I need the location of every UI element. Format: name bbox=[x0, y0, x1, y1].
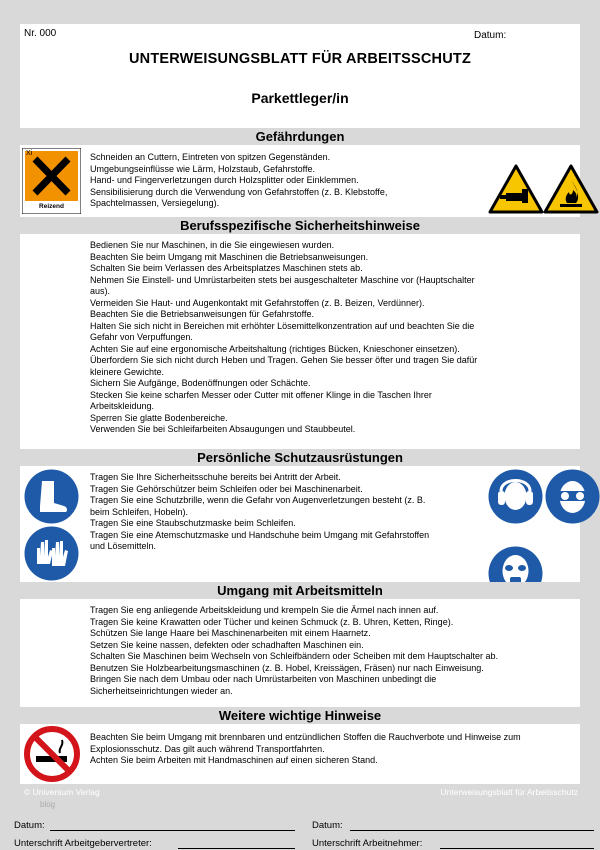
signature-date-label-right: Datum: bbox=[312, 820, 343, 831]
work-equipment-text bbox=[90, 605, 570, 697]
berufsspezifisch-line: kleinere Gewichte. bbox=[90, 366, 165, 377]
section-title-work-equipment: Umgang mit Arbeitsmitteln bbox=[20, 582, 580, 599]
arbeitsmittel-line: Setzen Sie keine nassen, defekten oder schadhaften Maschinen ein. bbox=[90, 639, 364, 650]
berufsspezifisch-line: Arbeitskleidung. bbox=[90, 401, 155, 411]
berufsspezifisch-line: Sichern Sie Aufgänge, Bodenöffnungen oder Schächte. bbox=[90, 378, 311, 388]
section-further-notes bbox=[20, 724, 580, 784]
hazard-label: Reizend bbox=[39, 203, 64, 210]
berufsspezifisch-line: Stecken Sie keine scharfen Messer oder Cutter mit offener Klinge in die Taschen Ihrer bbox=[90, 389, 432, 400]
ppe-text bbox=[90, 472, 490, 553]
berufsspezifisch-line: Verwenden Sie bei Schleifarbeiten Absaugungen und Staubbeutel. bbox=[90, 424, 356, 434]
no-smoking-icon bbox=[24, 726, 80, 782]
berufsspezifisch-line: Beachten Sie die Betriebsanweisungen für Gefahrstoffe. bbox=[90, 309, 314, 319]
ear-protection-icon bbox=[488, 469, 543, 524]
signature-date-label-left: Datum: bbox=[14, 820, 45, 831]
section-work-equipment bbox=[20, 599, 580, 705]
section-title-further-notes: Weitere wichtige Hinweise bbox=[20, 707, 580, 724]
psa-line: und Lösemitteln. bbox=[90, 541, 157, 551]
berufsspezifisch-line: aus). bbox=[90, 286, 111, 296]
berufsspezifisch-line: Überfordern Sie sich nicht durch Heben und Tragen. Gehen Sie besser öfter und tragen Sie dafür bbox=[90, 355, 478, 365]
occupational-text bbox=[90, 240, 535, 436]
section-title-hazards: Gefährdungen bbox=[20, 128, 580, 145]
psa-line: Tragen Sie eine Schutzbrille, wenn die Gefahr von Augenverletzungen besteht (z. B. bbox=[90, 495, 426, 505]
gefaehrdungen-line: Schneiden an Cuttern, Eintreten von spitzen Gegenständen. bbox=[90, 152, 331, 162]
section-title-ppe: Persönliche Schutzausrüstungen bbox=[20, 449, 580, 466]
safety-goggles-icon bbox=[545, 469, 600, 524]
footer-document-name: Unterweisungsblatt für Arbeitsschutz bbox=[440, 787, 578, 797]
berufsspezifisch-line: Nehmen Sie Einstell- und Umrüstarbeiten stets bei ausgeschalteter Maschine vor (Hauptschalter bbox=[90, 274, 475, 285]
berufsspezifisch-line: Sperren Sie glatte Bodenbereiche. bbox=[90, 412, 228, 423]
irritant-hazard-icon bbox=[22, 148, 81, 214]
document-subtitle: Parkettleger/in bbox=[251, 90, 349, 106]
section-ppe bbox=[20, 466, 580, 599]
section-title-occupational: Berufsspezifische Sicherheitshinweise bbox=[20, 217, 580, 234]
psa-line: Tragen Sie eine Atemschutzmaske und Handschuhe beim Umgang mit Gefahrstoffen bbox=[90, 529, 430, 540]
sheet-header bbox=[20, 24, 580, 126]
hand-crush-warning-icon bbox=[488, 163, 544, 215]
berufsspezifisch-line: Schalten Sie beim Verlassen des Arbeitsplatzes Maschinen stets ab. bbox=[90, 263, 363, 273]
hazards-text bbox=[90, 152, 490, 210]
safety-boots-icon bbox=[24, 469, 79, 524]
weitere-line: Beachten Sie beim Umgang mit brennbaren und entzündlichen Stoffen die Rauchverbote und Hinweise zum bbox=[90, 732, 521, 742]
flammable-warning-icon bbox=[543, 163, 599, 215]
psa-line: Tragen Sie Ihre Sicherheitsschuhe bereits bei Antritt der Arbeit. bbox=[90, 472, 341, 482]
further-notes-text bbox=[90, 732, 580, 767]
berufsspezifisch-line: Vermeiden Sie Haut- und Augenkontakt mit Gefahrstoffen (z. B. Beizen, Verdünner). bbox=[90, 297, 425, 308]
psa-line: Tragen Sie Gehörschützer beim Schleifen oder bei Maschinenarbeit. bbox=[90, 483, 363, 494]
employee-signature-label: Unterschrift Arbeitnehmer: bbox=[312, 838, 423, 849]
hazard-code: Xi bbox=[26, 150, 33, 157]
berufsspezifisch-line: Gefahr von Verpuffungen. bbox=[90, 332, 193, 342]
arbeitsmittel-line: Benutzen Sie Holzbearbeitungsmaschinen (z. B. Hobel, Kreissägen, Fräsen) nur nach Einweisung. bbox=[90, 662, 484, 673]
section-occupational bbox=[20, 234, 580, 447]
berufsspezifisch-line: Bedienen Sie nur Maschinen, in die Sie eingewiesen wurden. bbox=[90, 240, 335, 250]
employer-signature-label: Unterschrift Arbeitgebervertreter: bbox=[14, 838, 152, 849]
arbeitsmittel-line: Sicherheitseinrichtungen wieder an. bbox=[90, 685, 233, 696]
footer-publisher: © Universum Verlag bbox=[24, 787, 100, 797]
arbeitsmittel-line: Tragen Sie keine Krawatten oder Tücher und keinen Schmuck (z. B. Uhren, Ketten, Ringe). bbox=[90, 616, 454, 627]
signature-date-line-right[interactable] bbox=[350, 830, 594, 831]
gefaehrdungen-line: Umgebungseinflüsse wie Lärm, Holzstaub, Gefahrstoffe. bbox=[90, 163, 315, 174]
employer-signature-line[interactable] bbox=[178, 848, 295, 849]
signature-date-line-left[interactable] bbox=[50, 830, 295, 831]
arbeitsmittel-line: Schalten Sie Maschinen beim Wechseln von Schleifbändern oder Scheiben mit dem Hauptschalter ab. bbox=[90, 651, 499, 661]
berufsspezifisch-line: Halten Sie sich nicht in Bereichen mit erhöhter Lösemittelkonzentration auf und beachten Sie die bbox=[90, 320, 475, 331]
weitere-line: Achten Sie beim Arbeiten mit Handmaschinen auf einen sicheren Stand. bbox=[90, 755, 378, 765]
arbeitsmittel-line: Tragen Sie eng anliegende Arbeitskleidung und krempeln Sie die Ärmel nach innen auf. bbox=[90, 605, 439, 615]
header-date-label: Datum: bbox=[474, 30, 507, 41]
gloves-icon bbox=[24, 526, 79, 581]
psa-line: Tragen Sie eine Staubschutzmaske beim Schleifen. bbox=[90, 518, 296, 528]
document-title: UNTERWEISUNGSBLATT FÜR ARBEITSSCHUTZ bbox=[128, 51, 472, 67]
employee-signature-line[interactable] bbox=[440, 848, 594, 849]
gefaehrdungen-line: Spachtelmassen, Versiegelung). bbox=[90, 198, 220, 208]
watermark-text: blog bbox=[40, 800, 56, 809]
berufsspezifisch-line: Beachten Sie beim Umgang mit Maschinen die Betriebsanweisungen. bbox=[90, 251, 369, 262]
arbeitsmittel-line: Bringen Sie nach dem Umbau oder nach Umrüstarbeiten von Maschinen unbedingt die bbox=[90, 674, 437, 684]
weitere-line: Explosionsschutz. Das gilt auch während Transportfahrten. bbox=[90, 743, 325, 754]
berufsspezifisch-line: Achten Sie auf eine ergonomische Arbeitshaltung (richtiges Bücken, Knieschoner einsetzen). bbox=[90, 343, 460, 354]
document-number: Nr. 000 bbox=[24, 28, 57, 39]
gefaehrdungen-line: Hand- und Fingerverletzungen durch Holzsplitter oder Einklemmen. bbox=[90, 175, 359, 185]
section-hazards bbox=[20, 145, 580, 215]
worksheet bbox=[20, 24, 580, 784]
arbeitsmittel-line: Schützen Sie lange Haare bei Maschinenarbeiten mit einem Haarnetz. bbox=[90, 628, 371, 638]
gefaehrdungen-line: Sensibilisierung durch die Verwendung von Gefahrstoffen (z. B. Klebstoffe, bbox=[90, 186, 388, 197]
psa-line: beim Schleifen, Hobeln). bbox=[90, 506, 189, 517]
